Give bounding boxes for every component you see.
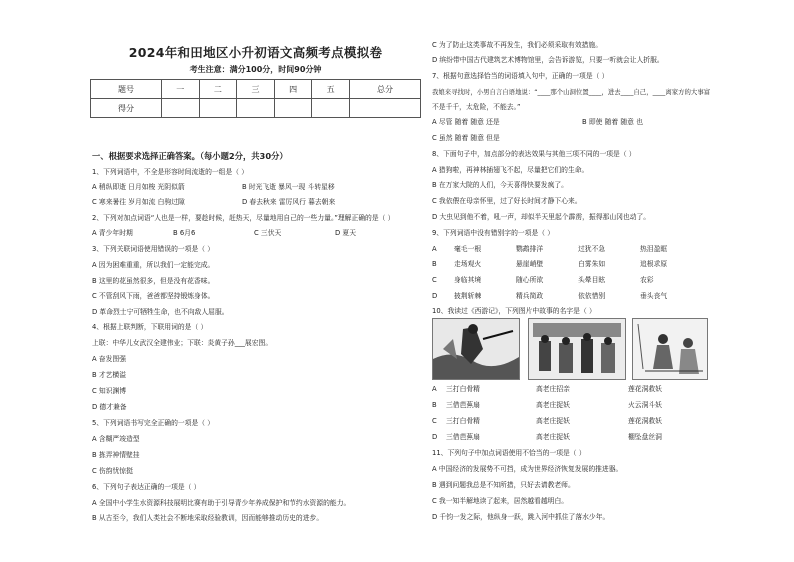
word: 鹦鹉排洋 (516, 245, 544, 253)
question-10: 10、我读过《西游记》，下列图片中故事的名字是（ ） (432, 307, 596, 315)
option-letter: B (432, 260, 437, 268)
word: 垂头丧气 (640, 292, 668, 300)
question-7-options-row1 (432, 118, 732, 127)
question-10-option-a[interactable] (432, 385, 708, 394)
score-table-header-cell: 五 (312, 80, 350, 99)
word: 追根求原 (640, 260, 668, 268)
option-c[interactable]: C 不管刮风下雨，爸爸都坚持锻炼身体。 (92, 292, 215, 300)
option-c[interactable]: C 知识渊博 (92, 387, 127, 395)
question-4-couplet: 上联：中华儿女武汉全建伟业；下联：炎黄子孙___展宏图。 (92, 339, 273, 347)
answer-text: 三借芭蕉扇 (446, 433, 480, 441)
section-heading: 一、根据要求选择正确答案。（每小题2分，共30分） (92, 151, 288, 161)
exam-notice: 考生注意：满分100分，时间90分钟 (189, 65, 322, 74)
question-6: 6、下列句子表达正确的一项是（ ） (92, 483, 201, 491)
question-1-options-row1 (92, 183, 392, 192)
option-c[interactable]: C 虽然 随着 随意 但是 (432, 134, 500, 142)
question-9-option-b[interactable] (432, 260, 702, 269)
answer-text: 莲花洞救妖 (628, 417, 662, 425)
option-c[interactable]: C 伤韵忧惊挺 (92, 467, 133, 475)
option-a[interactable]: A 猎狗啦，再神林插翅飞不起，尽量把它们的生命。 (432, 166, 589, 174)
question-2-options (92, 229, 416, 238)
question-7-passage-line2: 不是千千，太危险，不能去。” (432, 103, 521, 111)
word: 热泪盈眶 (640, 245, 668, 253)
option-b[interactable]: B 遇到问题我总是不知所措，只好去请教老师。 (432, 481, 575, 489)
option-letter: C (432, 417, 437, 425)
page-title: 2024年和田地区小升初语文高频考点模拟卷 (128, 45, 383, 60)
option-a[interactable]: A 奋发图强 (92, 355, 126, 363)
question-9-option-a[interactable] (432, 245, 702, 254)
word: 头晕目眩 (578, 276, 606, 284)
score-table-header-cell: 一 (162, 80, 200, 99)
option-c[interactable]: C 我一知半解地读了起来，居然越看越明白。 (432, 497, 569, 505)
score-table (90, 79, 421, 118)
word: 精兵简政 (516, 292, 544, 300)
question-3: 3、下列关联词语使用错误的一项是（ ） (92, 245, 215, 253)
option-d[interactable]: D 夏天 (335, 229, 356, 237)
word: 披荆斩棘 (454, 292, 482, 300)
question-4: 4、根据上联判断，下联用词的是（ ） (92, 323, 208, 331)
question-10-option-b[interactable] (432, 401, 708, 410)
answer-text: 高老庄招亲 (536, 385, 570, 393)
word: 依依惜别 (578, 292, 606, 300)
left-column (88, 0, 423, 562)
answer-text: 三打白骨精 (446, 385, 480, 393)
score-table-header-cell: 四 (274, 80, 312, 99)
answer-text: 棚坠盘丝洞 (628, 433, 662, 441)
question-1: 1、下列词语中，不全是形容时间流逝的一组是（ ） (92, 168, 249, 176)
score-table-header-cell: 总分 (349, 80, 420, 99)
illustration-1 (432, 318, 520, 380)
option-letter: A (432, 245, 437, 253)
word: 白雾朱如 (578, 260, 606, 268)
option-b[interactable]: B 在万家大院的人们，今天喜得快要发疯了。 (432, 181, 568, 189)
score-table-score-row (91, 99, 421, 118)
option-a[interactable]: A 中国经济的发展势不可挡，成为世界经济恢复发展的推进器。 (432, 465, 623, 473)
score-cell[interactable] (312, 99, 350, 118)
question-11: 11、下列句子中加点词语使用不恰当的一项是（ ） (432, 449, 586, 457)
question-9-option-d[interactable] (432, 292, 702, 301)
option-letter: D (432, 433, 438, 441)
option-b[interactable]: B 拣弄神情壁挂 (92, 451, 140, 459)
option-b[interactable]: B 6月6 (173, 229, 196, 237)
answer-text: 高老庄捉妖 (536, 401, 570, 409)
illustration-2 (528, 318, 626, 380)
option-letter: A (432, 385, 437, 393)
option-d[interactable]: D 千钧一发之际，他纵身一跃，跳入河中抓住了落水少年。 (432, 513, 610, 521)
option-d[interactable]: D 革命烈士宁可牺牲生命，也不向敌人屈服。 (92, 308, 229, 316)
question-10-option-c[interactable] (432, 417, 708, 426)
score-cell[interactable] (199, 99, 237, 118)
option-a[interactable]: A 青少年时期 (92, 229, 133, 237)
answer-text: 三借芭蕉扇 (446, 401, 480, 409)
option-c[interactable]: C 寒来暑往 岁月如流 白驹过隙 (92, 198, 185, 206)
option-a[interactable]: A 因为困难重重，所以我们一定能完成。 (92, 261, 215, 269)
option-b[interactable]: B 时光飞逝 暴风一现 斗转星移 (242, 183, 335, 191)
answer-text: 三打白骨精 (446, 417, 480, 425)
word: 悬崖峭壁 (516, 260, 544, 268)
score-cell[interactable] (162, 99, 200, 118)
option-d[interactable]: D 德才兼备 (92, 403, 127, 411)
option-c[interactable]: C 为了防止这类事故不再发生，我们必须采取有效措施。 (432, 41, 603, 49)
question-9: 9、下列词语中没有错别字的一项是（ ） (432, 229, 555, 237)
score-table-header-cell: 题号 (91, 80, 162, 99)
option-b[interactable]: B 即使 随着 随意 也 (582, 118, 643, 126)
word: 随心所欲 (516, 276, 544, 284)
option-b[interactable]: B 才艺横溢 (92, 371, 127, 379)
option-b[interactable]: B 这里的花虽然很多，但是没有花香味。 (92, 277, 215, 285)
question-9-option-c[interactable] (432, 276, 702, 285)
option-a[interactable]: A 全国中小学生水资源科技展明比赛有助于引导青少年养成保护和节约水资源的能力。 (92, 499, 351, 507)
question-10-option-d[interactable] (432, 433, 708, 442)
word: 农彩 (640, 276, 654, 284)
answer-text: 高老庄捉妖 (536, 417, 570, 425)
option-a[interactable]: A 含糊严竣造型 (92, 435, 140, 443)
word: 毫毛一根 (454, 245, 482, 253)
score-table-header-row (91, 80, 421, 99)
option-d[interactable]: D 春去秋来 雷厉风行 暮去朝来 (242, 198, 336, 206)
word: 身临其境 (454, 276, 482, 284)
option-letter: D (432, 292, 438, 300)
option-letter: C (432, 276, 437, 284)
option-letter: B (432, 401, 437, 409)
word: 过犹不急 (578, 245, 606, 253)
score-table-header-cell: 三 (237, 80, 275, 99)
question-2: 2、下列对加点词语“人也是一样，要趁时候，赶热天，尽量地用自己的一些力量。”理解正确的是（ ） (92, 214, 395, 222)
answer-text: 火云洞斗妖 (628, 401, 662, 409)
score-cell[interactable] (274, 99, 312, 118)
question-1-options-row2 (92, 198, 392, 207)
score-table-header-cell: 二 (199, 80, 237, 99)
question-7: 7、根据句意选择恰当的词语填入句中，正确的一项是（ ） (432, 72, 609, 80)
option-c[interactable]: C 三伏天 (254, 229, 282, 237)
option-b[interactable]: B 从古至今，我们人类社会不断地采取经验教训，因而能够推动历史的进步。 (92, 514, 324, 522)
illustration-3 (632, 318, 708, 380)
score-cell[interactable] (349, 99, 420, 118)
question-5: 5、下列词语书写完全正确的一项是（ ） (92, 419, 215, 427)
option-a[interactable]: A 稍纵即逝 日月如梭 光阴似箭 (92, 183, 185, 191)
answer-text: 莲花洞救妖 (628, 385, 662, 393)
word: 走场观火 (454, 260, 482, 268)
answer-text: 高老庄捉妖 (536, 433, 570, 441)
score-row-label: 得分 (91, 99, 162, 118)
right-column (432, 0, 762, 562)
score-cell[interactable] (237, 99, 275, 118)
option-c[interactable]: C 我依偎在母亲怀里，过了好长时间才静下心来。 (432, 197, 582, 205)
option-a[interactable]: A 尽管 随着 随意 还是 (432, 118, 500, 126)
question-8: 8、下面句子中，加点部分的表达效果与其他三项不同的一项是（ ） (432, 150, 636, 158)
question-7-passage-line1: 我娘来寻找时，小男自言自语地说：“____那个山洞位置____，进去____自己，____离家方的大事富 (432, 88, 711, 96)
option-d[interactable]: D 缤纷带中国古代建筑艺术博物馆里，会告诉游览，只要一听就会让人折服。 (432, 56, 664, 64)
option-d[interactable]: D 大虫见到他不着，吼一声，却似半天里起个霹雳，振得那山冈也动了。 (432, 213, 651, 221)
